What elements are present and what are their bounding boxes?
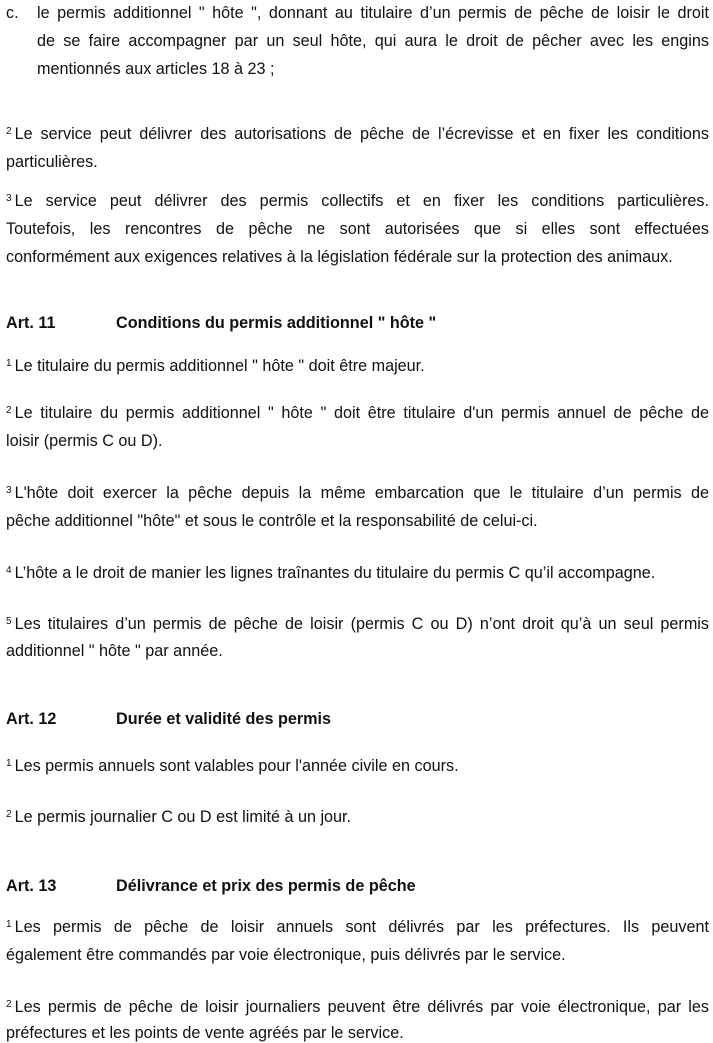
paragraph-line: [6, 807, 709, 827]
paragraph-number: 4: [6, 565, 12, 576]
paragraph-text: Le service peut délivrer des permis collectifs et en fixer les conditions particulières.: [14, 192, 709, 210]
paragraph-line: [6, 614, 709, 634]
paragraph-text: Les permis de pêche de loisir annuels sont délivrés par les préfectures. Ils peuvent: [14, 918, 709, 936]
article-title: Conditions du permis additionnel " hôte ": [116, 314, 437, 332]
paragraph-line: Toutefois, les rencontres de pêche ne sont autorisées que si elles sont effectuées: [6, 220, 709, 238]
paragraph-line: conformément aux exigences relatives à la législation fédérale sur la protection des animaux.: [6, 248, 673, 266]
paragraph-line: [6, 997, 709, 1017]
paragraph-line: additionnel " hôte " par année.: [6, 642, 223, 660]
paragraph-line: [6, 483, 709, 503]
paragraph-text: Les permis annuels sont valables pour l'année civile en cours.: [14, 757, 459, 775]
paragraph-text: Le titulaire du permis additionnel " hôte " doit être majeur.: [14, 357, 425, 375]
article-heading: [6, 709, 709, 729]
paragraph-text: Le service peut délivrer des autorisations de pêche de l’écrevisse et en fixer les conditions: [14, 125, 709, 143]
paragraph-number: 3: [6, 193, 12, 204]
paragraph-line: [6, 756, 709, 776]
paragraph-line: loisir (permis C ou D).: [6, 432, 163, 450]
paragraph-line: particulières.: [6, 153, 98, 171]
paragraph-line: [6, 917, 709, 937]
paragraph-text: L’hôte a le droit de manier les lignes traînantes du titulaire du permis C qu’il accompagne.: [14, 564, 656, 582]
list-item-c-line: le permis additionnel " hôte ", donnant au titulaire d’un permis de pêche de loisir le droit: [37, 4, 709, 22]
paragraph-line: également être commandés par voie électronique, puis délivrés par le service.: [6, 946, 566, 964]
article-number: Art. 11: [6, 314, 56, 332]
article-heading: [6, 313, 709, 333]
paragraph-line: préfectures et les points de vente agréés par le service.: [6, 1024, 404, 1042]
article-number: Art. 13: [6, 877, 57, 895]
list-item-c-line: mentionnés aux articles 18 à 23 ;: [37, 60, 275, 78]
paragraph-number: 2: [6, 809, 12, 820]
paragraph-line: [6, 563, 709, 583]
paragraph-number: 1: [6, 919, 12, 930]
paragraph-line: [6, 356, 709, 376]
paragraph-number: 3: [6, 485, 12, 496]
paragraph-number: 2: [6, 999, 12, 1010]
paragraph-text: Le permis journalier C ou D est limité à un jour.: [14, 808, 352, 826]
paragraph-number: 2: [6, 405, 12, 416]
article-number: Art. 12: [6, 710, 57, 728]
article-title: Durée et validité des permis: [116, 710, 332, 728]
paragraph-text: Les titulaires d’un permis de pêche de loisir (permis C ou D) n’ont droit qu’à un seul permis: [14, 615, 709, 633]
paragraph-number: 5: [6, 616, 12, 627]
paragraph-number: 1: [6, 758, 12, 769]
list-item-c-line: de se faire accompagner par un seul hôte, qui aura le droit de pêcher avec les engins: [37, 32, 709, 50]
paragraph-number: 2: [6, 126, 12, 137]
article-heading: [6, 876, 709, 896]
paragraph-line: [6, 124, 709, 144]
paragraph-line: [6, 403, 709, 423]
paragraph-line: [6, 191, 709, 211]
paragraph-text: Les permis de pêche de loisir journaliers peuvent être délivrés par voie électronique, par les: [14, 998, 709, 1016]
paragraph-text: Le titulaire du permis additionnel " hôte " doit être titulaire d'un permis annuel de pêche de: [14, 404, 709, 422]
paragraph-text: L'hôte doit exercer la pêche depuis la même embarcation que le titulaire d’un permis de: [14, 484, 709, 502]
paragraph-number: 1: [6, 358, 12, 369]
list-marker: c.: [6, 4, 19, 22]
article-title: Délivrance et prix des permis de pêche: [116, 877, 416, 895]
paragraph-line: pêche additionnel "hôte" et sous le contrôle et la responsabilité de celui-ci.: [6, 512, 538, 530]
